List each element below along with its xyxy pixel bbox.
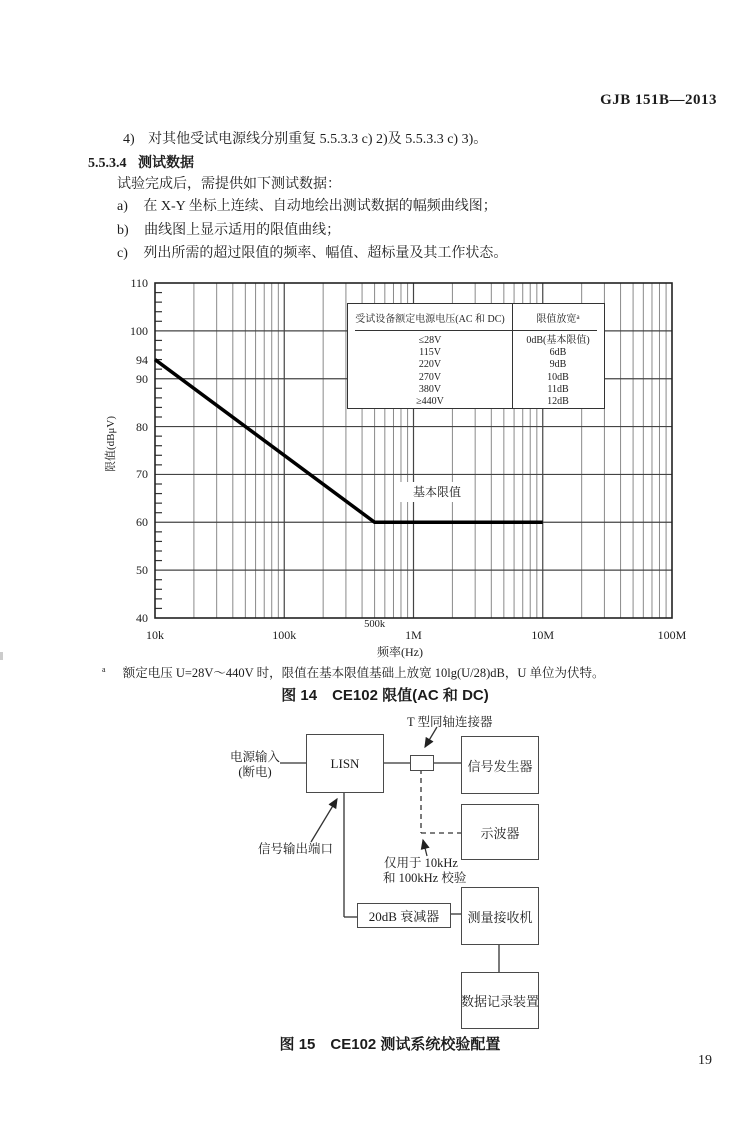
- x-axis-title: 频率(Hz): [377, 645, 423, 659]
- signal-output-port-label: 信号输出端口: [258, 842, 334, 856]
- attenuator-box: 20dB 衰减器: [357, 903, 451, 928]
- limit-relaxation-table: [347, 303, 605, 409]
- list-item-a-label: a): [117, 199, 128, 214]
- list-item-b: [117, 222, 340, 239]
- list-item-c-label: c): [117, 246, 128, 261]
- relaxation-cell: 9dB: [549, 359, 567, 371]
- voltage-cell: ≤28V: [418, 335, 442, 346]
- t-connector-box: [410, 755, 434, 771]
- power-input-label: 电源输入 (断电): [229, 750, 280, 779]
- list-item-a-text: 在 X-Y 坐标上连续、自动地绘出测试数据的幅频曲线图；: [143, 199, 497, 214]
- list-item-b-text: 曲线图上显示适用的限值曲线；: [144, 223, 341, 238]
- y-tick-label: 90: [136, 371, 148, 386]
- table-header-rule: [355, 330, 597, 331]
- list-item-c: [117, 245, 507, 262]
- footnote-marker: a: [102, 664, 106, 674]
- recorder-box: 数据记录装置: [461, 972, 539, 1029]
- table-col1-header: 受试设备额定电源电压(AC 和 DC): [355, 313, 505, 325]
- relaxation-cell: 0dB(基本限值): [526, 335, 590, 346]
- table-col2-header: 限值放宽 a: [536, 313, 580, 325]
- section-number: 5.5.3.4: [88, 156, 127, 171]
- voltage-cell: 270V: [418, 371, 442, 383]
- footnote-text: 额定电压 U=28V～440V 时，限值在基本限值基础上放宽 10lg(U/28)dB，U 单位为伏特。: [122, 666, 605, 680]
- y-tick-label: 40: [136, 611, 148, 625]
- y-tick-label: 60: [136, 515, 148, 530]
- relaxation-cell: 10dB: [547, 371, 569, 383]
- table-row: [348, 335, 604, 347]
- table-row: [348, 372, 604, 384]
- curve-annotation: 基本限值: [400, 482, 474, 502]
- y-tick-label: 110: [130, 276, 148, 290]
- voltage-cell: ≥440V: [416, 396, 444, 407]
- y-tick-label: 70: [136, 467, 148, 482]
- list-item-4: [123, 131, 487, 148]
- x-tick-label: 500k: [364, 619, 386, 630]
- voltage-cell: 220V: [418, 359, 442, 371]
- relaxation-cell: 12dB: [547, 396, 569, 407]
- x-tick-label: 1M: [405, 628, 422, 642]
- x-tick-label: 100k: [272, 628, 297, 642]
- x-tick-label: 10k: [146, 628, 164, 642]
- lisn-box: LISN: [306, 734, 384, 793]
- x-tick-label: 10M: [531, 628, 555, 642]
- t-connector-label: T 型同轴连接器: [407, 715, 493, 729]
- y-axis-title: 限值(dBμV): [105, 416, 117, 473]
- y-tick-label: 100: [130, 323, 148, 338]
- scan-artifact: [0, 652, 3, 660]
- figure15-caption: 图 15 CE102 测试系统校验配置: [279, 1036, 501, 1053]
- receiver-box: 测量接收机: [461, 887, 539, 945]
- oscilloscope-box: 示波器: [461, 804, 539, 860]
- relaxation-cell: 11dB: [547, 383, 569, 395]
- list-item-c-text: 列出所需的超过限值的频率、幅值、超标量及其工作状态。: [143, 246, 508, 261]
- page-number: 19: [698, 1053, 712, 1068]
- list-item-4-label: 4): [123, 132, 135, 147]
- x-tick-label: 100M: [657, 628, 687, 642]
- table-row: [348, 347, 604, 359]
- intro-text: 试验完成后，需提供如下测试数据：: [117, 177, 341, 192]
- table-row: [348, 359, 604, 371]
- standard-number: GJB 151B—2013: [600, 92, 717, 108]
- table-row: [348, 396, 604, 408]
- signal-generator-box: 信号发生器: [461, 736, 539, 794]
- list-item-4-text: 对其他受试电源线分别重复 5.5.3.3 c) 2)及 5.5.3.3 c) 3)。: [148, 132, 488, 147]
- calibration-note-label: 仅用于 10kHz 和 100kHz 校验: [383, 856, 467, 885]
- figure14-caption: 图 14 CE102 限值(AC 和 DC): [281, 687, 489, 704]
- y-tick-label: 80: [136, 419, 148, 434]
- list-item-b-label: b): [117, 223, 129, 238]
- list-item-a: [117, 198, 497, 215]
- footnote: [102, 663, 605, 681]
- voltage-cell: 115V: [419, 347, 441, 359]
- y-tick-label: 94: [136, 352, 148, 367]
- table-col2-footnote-marker: a: [576, 313, 580, 321]
- section-title: 测试数据: [138, 154, 194, 170]
- relaxation-cell: 6dB: [549, 347, 567, 359]
- table-row: [348, 384, 604, 396]
- y-tick-label: 50: [136, 563, 148, 578]
- voltage-cell: 380V: [418, 383, 442, 395]
- section-heading: [88, 154, 194, 172]
